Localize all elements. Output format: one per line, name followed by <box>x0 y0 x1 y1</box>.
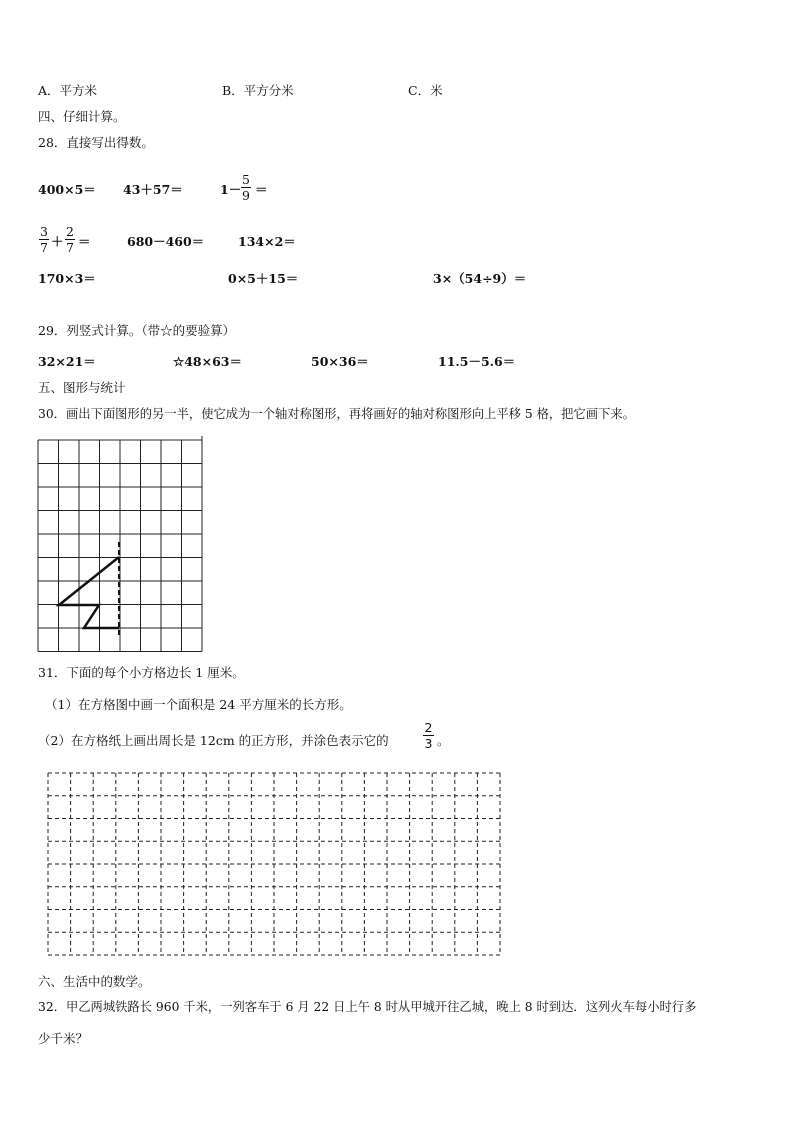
calc-50x36: 50×36＝ <box>311 354 369 369</box>
dashed-grid-lines <box>48 773 500 955</box>
calc-1minus-prefix: 1－ <box>220 182 242 197</box>
calc-11.5minus5.6: 11.5－5.6＝ <box>438 354 516 369</box>
symmetry-grid <box>38 440 208 652</box>
option-b: B．平方分米 <box>222 83 294 98</box>
fraction-numerator: 3 <box>40 224 48 239</box>
period: 。 <box>437 733 450 748</box>
question-31-label: 31．下面的每个小方格边长 1 厘米。 <box>38 665 245 680</box>
half-figure <box>59 542 119 638</box>
calc-32x21: 32×21＝ <box>38 354 96 369</box>
fraction-denominator: 9 <box>242 188 250 203</box>
calc-3x-54div9: 3×（54÷9）＝ <box>433 271 527 286</box>
fraction-numerator: 2 <box>424 720 433 735</box>
fraction-denominator: 7 <box>66 240 74 255</box>
question-29-label: 29．列竖式计算。（带☆的要验算） <box>38 323 236 338</box>
calc-680minus460: 680－460＝ <box>127 234 205 249</box>
question-31-part2-text: （2）在方格纸上画出周长是 12cm 的正方形，并涂色表示它的 <box>38 733 389 748</box>
question-32-line2: 少千米？ <box>38 1031 89 1046</box>
calc-0x5plus15: 0×5＋15＝ <box>228 271 299 286</box>
figure-outline <box>59 557 119 628</box>
fraction-2-3 <box>423 721 434 750</box>
option-c: C．米 <box>408 83 443 98</box>
dashed-grid <box>48 773 502 957</box>
calc-170x3: 170×3＝ <box>38 271 96 286</box>
section-5-title: 五、图形与统计 <box>38 380 126 395</box>
section-4-title: 四、仔细计算。 <box>38 109 126 124</box>
fraction-3-7 <box>39 225 49 254</box>
calc-43plus57: 43＋57＝ <box>123 182 183 197</box>
option-a: A．平方米 <box>38 83 98 98</box>
fraction-numerator: 5 <box>242 172 250 187</box>
fraction-numerator: 2 <box>66 224 74 239</box>
calc-star-48x63: ☆48×63＝ <box>173 354 242 369</box>
fraction-denominator: 7 <box>40 240 48 255</box>
calc-1minus-eq: ＝ <box>255 182 268 197</box>
fraction-denominator: 3 <box>424 736 433 751</box>
question-30-label: 30．画出下面图形的另一半，使它成为一个轴对称图形，再将画好的轴对称图形向上平移 5 格，把它画下来。 <box>38 407 635 421</box>
calc-400x5: 400×5＝ <box>38 182 96 197</box>
fraction-5-9 <box>241 173 251 202</box>
question-31-part1: （1）在方格图中画一个面积是 24 平方厘米的长方形。 <box>45 697 352 712</box>
calc-134x2: 134×2＝ <box>238 234 296 249</box>
fraction-2-7 <box>65 225 75 254</box>
question-28-label: 28．直接写出得数。 <box>38 135 154 150</box>
fraction-sum-eq: ＝ <box>78 234 91 249</box>
section-6-title: 六、生活中的数学。 <box>38 974 151 989</box>
question-32-line1: 32．甲乙两城铁路长 960 千米，一列客车于 6 月 22 日上午 8 时从甲城开往乙城，晚上 8 时到达．这列火车每小时行多 <box>38 1000 697 1014</box>
plus-sign: ＋ <box>51 234 64 249</box>
